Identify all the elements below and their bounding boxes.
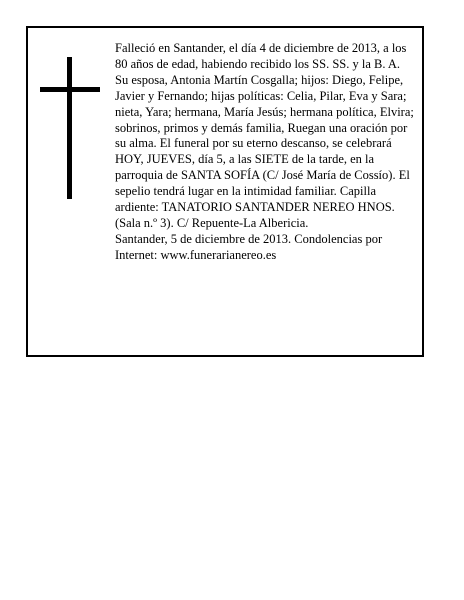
cross-upright [67, 57, 72, 199]
notice-text [115, 41, 421, 264]
family-and-funeral-details: Su esposa, Antonia Martín Cosgalla; hijos: Diego, Felipe, Javier y Fernando; hijas políticas: Celia, Pilar, Eva y Sara; nieta, Yara; hermana, María Jesús; hermana política, Elvira; sobrinos, primos y demás familia, Ruegan una oración por su alma. El funeral por su eterno descanso, se celebrará HOY, JUEVES, día 5, a las SIETE de la tarde, en la parroquia de SANTA SOFÍA (C/ José María de Cossío). El sepelio tendrá lugar en la intimidad familiar. Capilla ardiente: TANATORIO SANTANDER NEREO HNOS. (Sala n.º 3). C/ Repuente-La Albericia. [115, 72, 414, 230]
obituary-notice [26, 26, 424, 357]
cross-crossbar [40, 87, 100, 92]
latin-cross-icon [40, 57, 100, 199]
date-and-condolences: Santander, 5 de diciembre de 2013. Condolencias por Internet: www.funerarianereo.es [115, 231, 383, 262]
death-announcement: Falleció en Santander, el día 4 de diciembre de 2013, a los 80 años de edad, habiendo recibido los SS. SS. y la B. A. [115, 41, 407, 71]
